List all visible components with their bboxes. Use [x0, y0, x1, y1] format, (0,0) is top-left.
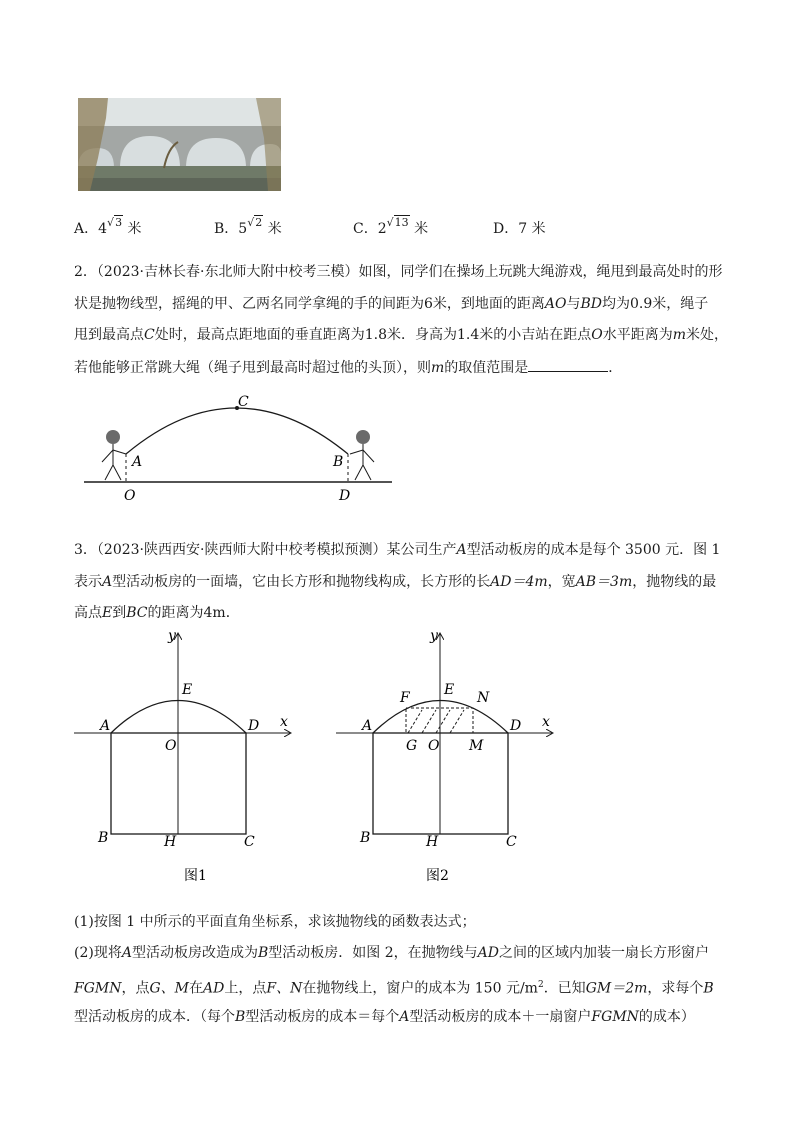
math-e: E: [102, 605, 113, 621]
question-source: （2023·陕西西安·陕西师大附中校考模拟预测）: [96, 542, 387, 558]
choice-label: A．: [74, 221, 99, 237]
math-b: B: [703, 980, 714, 997]
question-text: 在抛物线上，窗户的成本为 150 元/m: [302, 980, 538, 997]
question-text: ，宽: [547, 574, 576, 590]
question-text: 型活动板房的一面墙，它由长方形和抛物线构成，长方形的长: [112, 574, 491, 590]
choice-coef: 2: [377, 221, 387, 237]
choice-coef: 5: [238, 221, 248, 237]
q3-part-1: [74, 912, 476, 932]
question-text: 甩到最高点: [74, 327, 144, 343]
question-text: 表示: [74, 574, 102, 590]
choice-unit: 米: [414, 221, 429, 237]
label-x: x: [280, 714, 288, 730]
question-number: 3．: [74, 542, 97, 558]
math-a: A: [456, 542, 467, 558]
window-hatch: [408, 710, 464, 733]
label-c: C: [244, 834, 255, 850]
label-a: A: [100, 718, 111, 734]
question-text: 到: [112, 605, 127, 621]
question-text: 在: [189, 980, 204, 997]
q3-part-2-line-3: [74, 1007, 695, 1027]
question-text: 若他能够正常跳大绳（绳子甩到最高时超过他的头顶），则: [74, 360, 431, 376]
math-value: 0.9: [630, 296, 653, 312]
label-y: y: [168, 628, 176, 644]
choice-label: D．: [493, 221, 519, 237]
question-text: ，求每个: [647, 980, 704, 997]
choice-coef: 4: [98, 221, 108, 237]
question-text: 米处，: [686, 327, 729, 343]
math-ad: AD: [203, 980, 225, 997]
bridge-illustration: [78, 98, 281, 191]
math-bc: BC: [126, 605, 148, 621]
figure-caption: 图2: [426, 868, 449, 884]
choice-radicand: 3: [115, 216, 123, 229]
q3-part-2-line-1: [74, 943, 709, 963]
math-m: m: [431, 360, 445, 376]
math-a: A: [121, 945, 132, 961]
q3-line-1: [74, 540, 720, 560]
question-text: 与: [566, 296, 581, 312]
choice-value: 7: [518, 221, 528, 237]
bridge-photo: [78, 98, 281, 191]
question-text: ．已知: [543, 980, 586, 997]
question-text: 高点: [74, 605, 102, 621]
label-a: A: [362, 718, 373, 734]
label-h: H: [164, 834, 177, 850]
math-ab-eq: AB＝3m: [575, 574, 633, 590]
math-o: O: [591, 327, 603, 343]
question-text: (2)现将: [74, 945, 122, 961]
math-ad-eq: AD＝4m: [490, 574, 548, 590]
q3-line-3: [74, 603, 240, 623]
choice-label: C．: [353, 221, 378, 237]
label-a: A: [132, 454, 143, 470]
figure-2: [322, 622, 572, 887]
label-g: G: [406, 738, 418, 754]
label-b: B: [333, 454, 344, 470]
label-d: D: [248, 718, 260, 734]
question-text: 状是抛物线型，摇绳的甲、乙两名同学拿绳的手的间距为6米，到地面的距离: [74, 296, 545, 312]
jump-rope-figure: [80, 390, 400, 510]
label-o: O: [124, 488, 136, 504]
math-gm-eq: GM＝2m: [585, 980, 648, 997]
q2-line-4: [74, 357, 622, 378]
label-d: D: [339, 488, 351, 504]
question-text: 型活动板房的成本是每个 3500 元．图 1: [466, 542, 721, 558]
question-text: 处时，最高点距地面的垂直距离为: [154, 327, 365, 343]
label-e: E: [444, 682, 455, 698]
label-o: O: [165, 738, 177, 754]
q2-line-2: [74, 294, 708, 314]
question-text: 之间的区域内加装一扇长方形窗户: [498, 945, 709, 961]
choice-b: B．$5^{√2}$ 米: [214, 216, 282, 237]
math-c: C: [144, 327, 155, 343]
label-m: M: [469, 738, 484, 754]
math-a: A: [102, 574, 113, 590]
math-value: 4m: [203, 605, 226, 621]
choice-c: C．$2^{√13}$ 米: [353, 216, 429, 237]
label-x: x: [542, 714, 550, 730]
figure-1: [60, 622, 310, 887]
answer-blank[interactable]: [528, 357, 608, 372]
question-text: 型活动板房改造成为: [131, 945, 258, 961]
question-text: ，点: [121, 980, 150, 997]
choice-label: B．: [214, 221, 239, 237]
math-ao: AO: [544, 296, 567, 312]
math-ad: AD: [477, 945, 499, 961]
label-d: D: [510, 718, 522, 734]
question-text: 型活动板房的成本＋一扇窗户: [409, 1009, 592, 1025]
question-text: 如图，同学们在操场上玩跳大绳游戏，绳甩到最高处时的形: [358, 264, 723, 280]
math-bd: BD: [580, 296, 603, 312]
math-b: B: [235, 1009, 246, 1025]
question-text: 上，点: [224, 980, 267, 997]
label-o: O: [428, 738, 440, 754]
rope-parabola: [126, 408, 348, 454]
superscript: 2: [537, 980, 544, 990]
math-m: m: [672, 327, 687, 343]
question-number: 2．: [74, 264, 97, 280]
label-f: F: [400, 690, 410, 706]
label-h: H: [426, 834, 439, 850]
question-text: 的成本）: [638, 1009, 695, 1025]
question-text: 米的小吉站在距点: [479, 327, 592, 343]
q3-part-2-line-2: [74, 975, 714, 999]
label-y: y: [430, 628, 438, 644]
math-a: A: [399, 1009, 410, 1025]
question-text: 型活动板房的成本＝每个: [245, 1009, 400, 1025]
choice-d: [493, 219, 546, 239]
question-text: 米．身高为: [386, 327, 457, 343]
question-text: 米，绳子: [652, 296, 709, 312]
q2-line-3: [74, 325, 728, 345]
question-text: ．: [608, 360, 623, 376]
choice-unit: 米: [531, 221, 546, 237]
math-gm: G、M: [149, 980, 190, 997]
label-b: B: [360, 830, 371, 846]
math-value: 1.8: [364, 327, 387, 343]
question-text: 型活动板房的成本．（每个: [74, 1009, 235, 1025]
person-left-head-icon: [106, 430, 120, 444]
math-fn: F、N: [266, 980, 303, 997]
question-text: 某公司生产: [386, 542, 457, 558]
math-fgmn: FGMN: [591, 1009, 639, 1025]
choice-radicand: 13: [394, 216, 409, 229]
choice-unit: 米: [127, 221, 142, 237]
question-text: 的距离为: [147, 605, 204, 621]
question-text: 的取值范围是: [444, 360, 529, 376]
math-b: B: [257, 945, 269, 961]
question-source: （2023·吉林长春·东北师大附中校考三模）: [96, 264, 359, 280]
question-text: ．: [225, 605, 240, 621]
math-value: 1.4: [456, 327, 480, 343]
choice-radicand: 2: [255, 216, 263, 229]
choice-unit: 米: [267, 221, 282, 237]
question-text: 水平距离为: [602, 327, 673, 343]
label-c: C: [506, 834, 517, 850]
question-text: (1)按图 1 中所示的平面直角坐标系，求该抛物线的函数表达式；: [74, 914, 476, 930]
label-e: E: [182, 682, 193, 698]
q3-line-2: [74, 572, 716, 592]
question-text: 均为: [602, 296, 631, 312]
choice-a: A．$4^{√3}$ 米: [74, 216, 142, 237]
label-b: B: [98, 830, 109, 846]
label-c: C: [238, 394, 249, 410]
label-n: N: [477, 690, 490, 706]
figure-caption: 图1: [184, 868, 207, 884]
question-text: 型活动板房．如图 2，在抛物线与: [268, 945, 478, 961]
person-right-head-icon: [356, 430, 370, 444]
question-text: ，抛物线的最: [632, 574, 717, 590]
math-fgmn: FGMN: [74, 980, 122, 997]
q2-line-1: [74, 262, 722, 282]
